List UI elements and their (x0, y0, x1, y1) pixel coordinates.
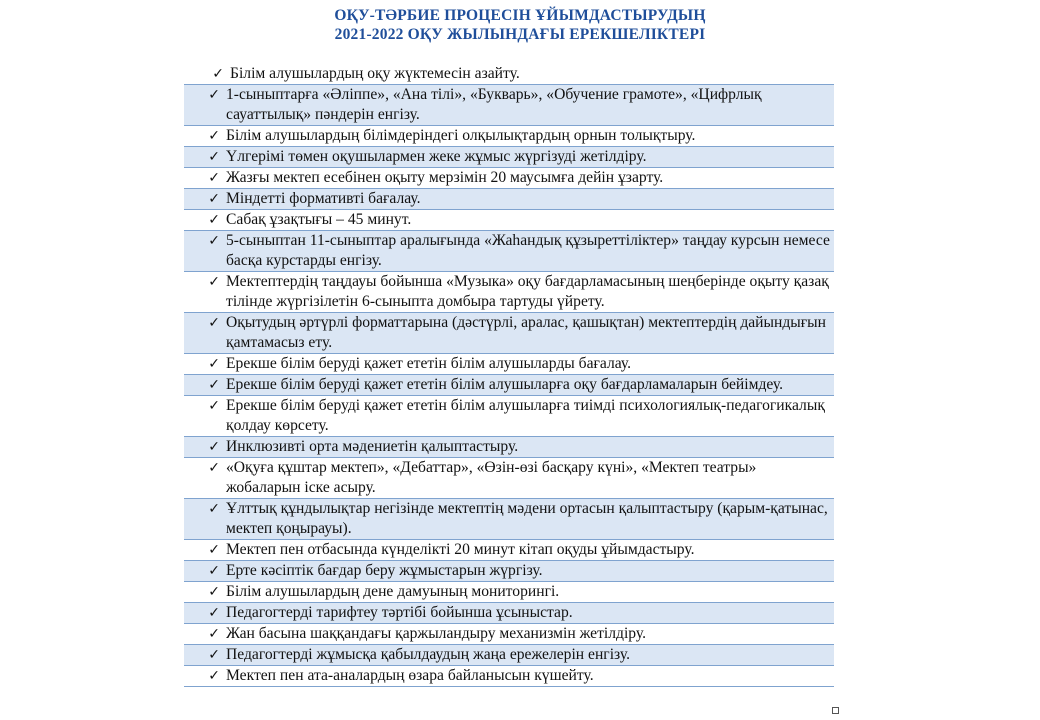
list-item-text: Сабақ ұзақтығы – 45 минут. (226, 211, 412, 228)
list-item-text: Ерекше білім беруді қажет ететін білім алушыларға оқу бағдарламаларын бейімдеу. (226, 376, 784, 393)
list-item (184, 375, 834, 396)
list-item-text: 5-сыныптан 11-сыныптар аралығында «Жаһандық құзыреттіліктер» таңдау курсын немесе басқа курстарды енгізу. (226, 232, 830, 269)
title-line-1: ОҚУ-ТӘРБИЕ ПРОЦЕСІН ҰЙЫМДАСТЫРУДЫҢ (334, 7, 706, 24)
checkmark-icon: ✓ (208, 563, 220, 579)
list-item-text: 1-сыныптарға «Әліппе», «Ана тілі», «Букварь», «Обучение грамоте», «Цифрлық сауаттылық» пәндерін енгізу. (226, 86, 762, 123)
resize-handle[interactable] (832, 707, 839, 714)
list-item (184, 64, 834, 85)
list-item (184, 624, 834, 645)
checkmark-icon: ✓ (208, 87, 220, 103)
list-item (184, 210, 834, 231)
list-item-text: Мектеп пен отбасында күнделікті 20 минут кітап оқуды ұйымдастыру. (226, 541, 695, 558)
checkmark-icon: ✓ (208, 212, 220, 228)
list-item-text: Білім алушылардың білімдеріндегі олқылықтардың орнын толықтыру. (226, 127, 696, 144)
list-item-text: Педагогтерді жұмысқа қабылдаудың жаңа ережелерін енгізу. (226, 646, 631, 663)
list-item (184, 458, 834, 499)
checkmark-icon: ✓ (208, 647, 220, 663)
list-item-text: Жан басына шаққандағы қаржыландыру механизмін жетілдіру. (226, 625, 647, 642)
list-item (184, 540, 834, 561)
title-line-2: 2021-2022 ОҚУ ЖЫЛЫНДАҒЫ ЕРЕКШЕЛІКТЕРІ (334, 26, 706, 43)
list-item (184, 313, 834, 354)
list-item (184, 272, 834, 313)
list-item (184, 603, 834, 624)
list-item-text: Үлгерімі төмен оқушылармен жеке жұмыс жүргізуді жетілдіру. (226, 148, 647, 165)
features-list (184, 64, 834, 687)
list-item-text: Мектеп пен ата-аналардың өзара байланысын күшейту. (226, 667, 594, 684)
list-item (184, 354, 834, 375)
list-item-text: Жазғы мектеп есебінен оқыту мерзімін 20 маусымға дейін ұзарту. (226, 169, 664, 186)
checkmark-icon: ✓ (208, 149, 220, 165)
checkmark-icon: ✓ (208, 233, 220, 249)
list-item (184, 85, 834, 126)
checkmark-icon: ✓ (208, 460, 220, 476)
checkmark-icon: ✓ (212, 66, 224, 82)
checkmark-icon: ✓ (208, 356, 220, 372)
list-item (184, 147, 834, 168)
list-item (184, 126, 834, 147)
list-item-text: Ерекше білім беруді қажет ететін білім алушыларға тиімді психологиялық-педагогикалық қолдау көрсету. (226, 397, 825, 434)
list-item-text: Ұлттық құндылықтар негізінде мектептің мәдени ортасын қалыптастыру (қарым-қатынас, мектеп қоңырауы). (226, 500, 828, 537)
checkmark-icon: ✓ (208, 377, 220, 393)
list-item (184, 582, 834, 603)
checkmark-icon: ✓ (208, 128, 220, 144)
page-title (0, 6, 1040, 44)
checkmark-icon: ✓ (208, 315, 220, 331)
list-item (184, 666, 834, 687)
list-item (184, 396, 834, 437)
checkmark-icon: ✓ (208, 274, 220, 290)
list-item-text: Оқытудың әртүрлі форматтарына (дәстүрлі, аралас, қашықтан) мектептердің дайындығын қамтамасыз ету. (226, 314, 826, 351)
list-item (184, 189, 834, 210)
list-item-text: Білім алушылардың дене дамуының мониторингі. (226, 583, 560, 600)
list-item-text: Ерекше білім беруді қажет ететін білім алушыларды бағалау. (226, 355, 631, 372)
list-item (184, 168, 834, 189)
checkmark-icon: ✓ (208, 191, 220, 207)
list-item-text: Білім алушылардың оқу жүктемесін азайту. (230, 65, 520, 82)
checkmark-icon: ✓ (208, 170, 220, 186)
checkmark-icon: ✓ (208, 398, 220, 414)
list-item (184, 499, 834, 540)
checkmark-icon: ✓ (208, 501, 220, 517)
list-item-text: Ерте кәсіптік бағдар беру жұмыстарын жүргізу. (226, 562, 543, 579)
checkmark-icon: ✓ (208, 605, 220, 621)
list-item-text: Инклюзивті орта мәдениетін қалыптастыру. (226, 438, 519, 455)
checkmark-icon: ✓ (208, 542, 220, 558)
checkmark-icon: ✓ (208, 439, 220, 455)
checkmark-icon: ✓ (208, 668, 220, 684)
list-item (184, 231, 834, 272)
list-item (184, 645, 834, 666)
checkmark-icon: ✓ (208, 626, 220, 642)
list-item-text: «Оқуға құштар мектеп», «Дебаттар», «Өзін-өзі басқару күні», «Мектеп театры» жобаларын іске асыру. (226, 459, 757, 496)
checkmark-icon: ✓ (208, 584, 220, 600)
list-item-text: Мектептердің таңдауы бойынша «Музыка» оқу бағдарламасының шеңберінде оқыту қазақ тілінде жүргізілетін 6-сыныпта домбыра тартуды үйрету. (226, 273, 829, 310)
list-item-text: Міндетті формативті бағалау. (226, 190, 421, 207)
list-item (184, 561, 834, 582)
list-item (184, 437, 834, 458)
list-item-text: Педагогтерді тарифтеу тәртібі бойынша ұсыныстар. (226, 604, 573, 621)
